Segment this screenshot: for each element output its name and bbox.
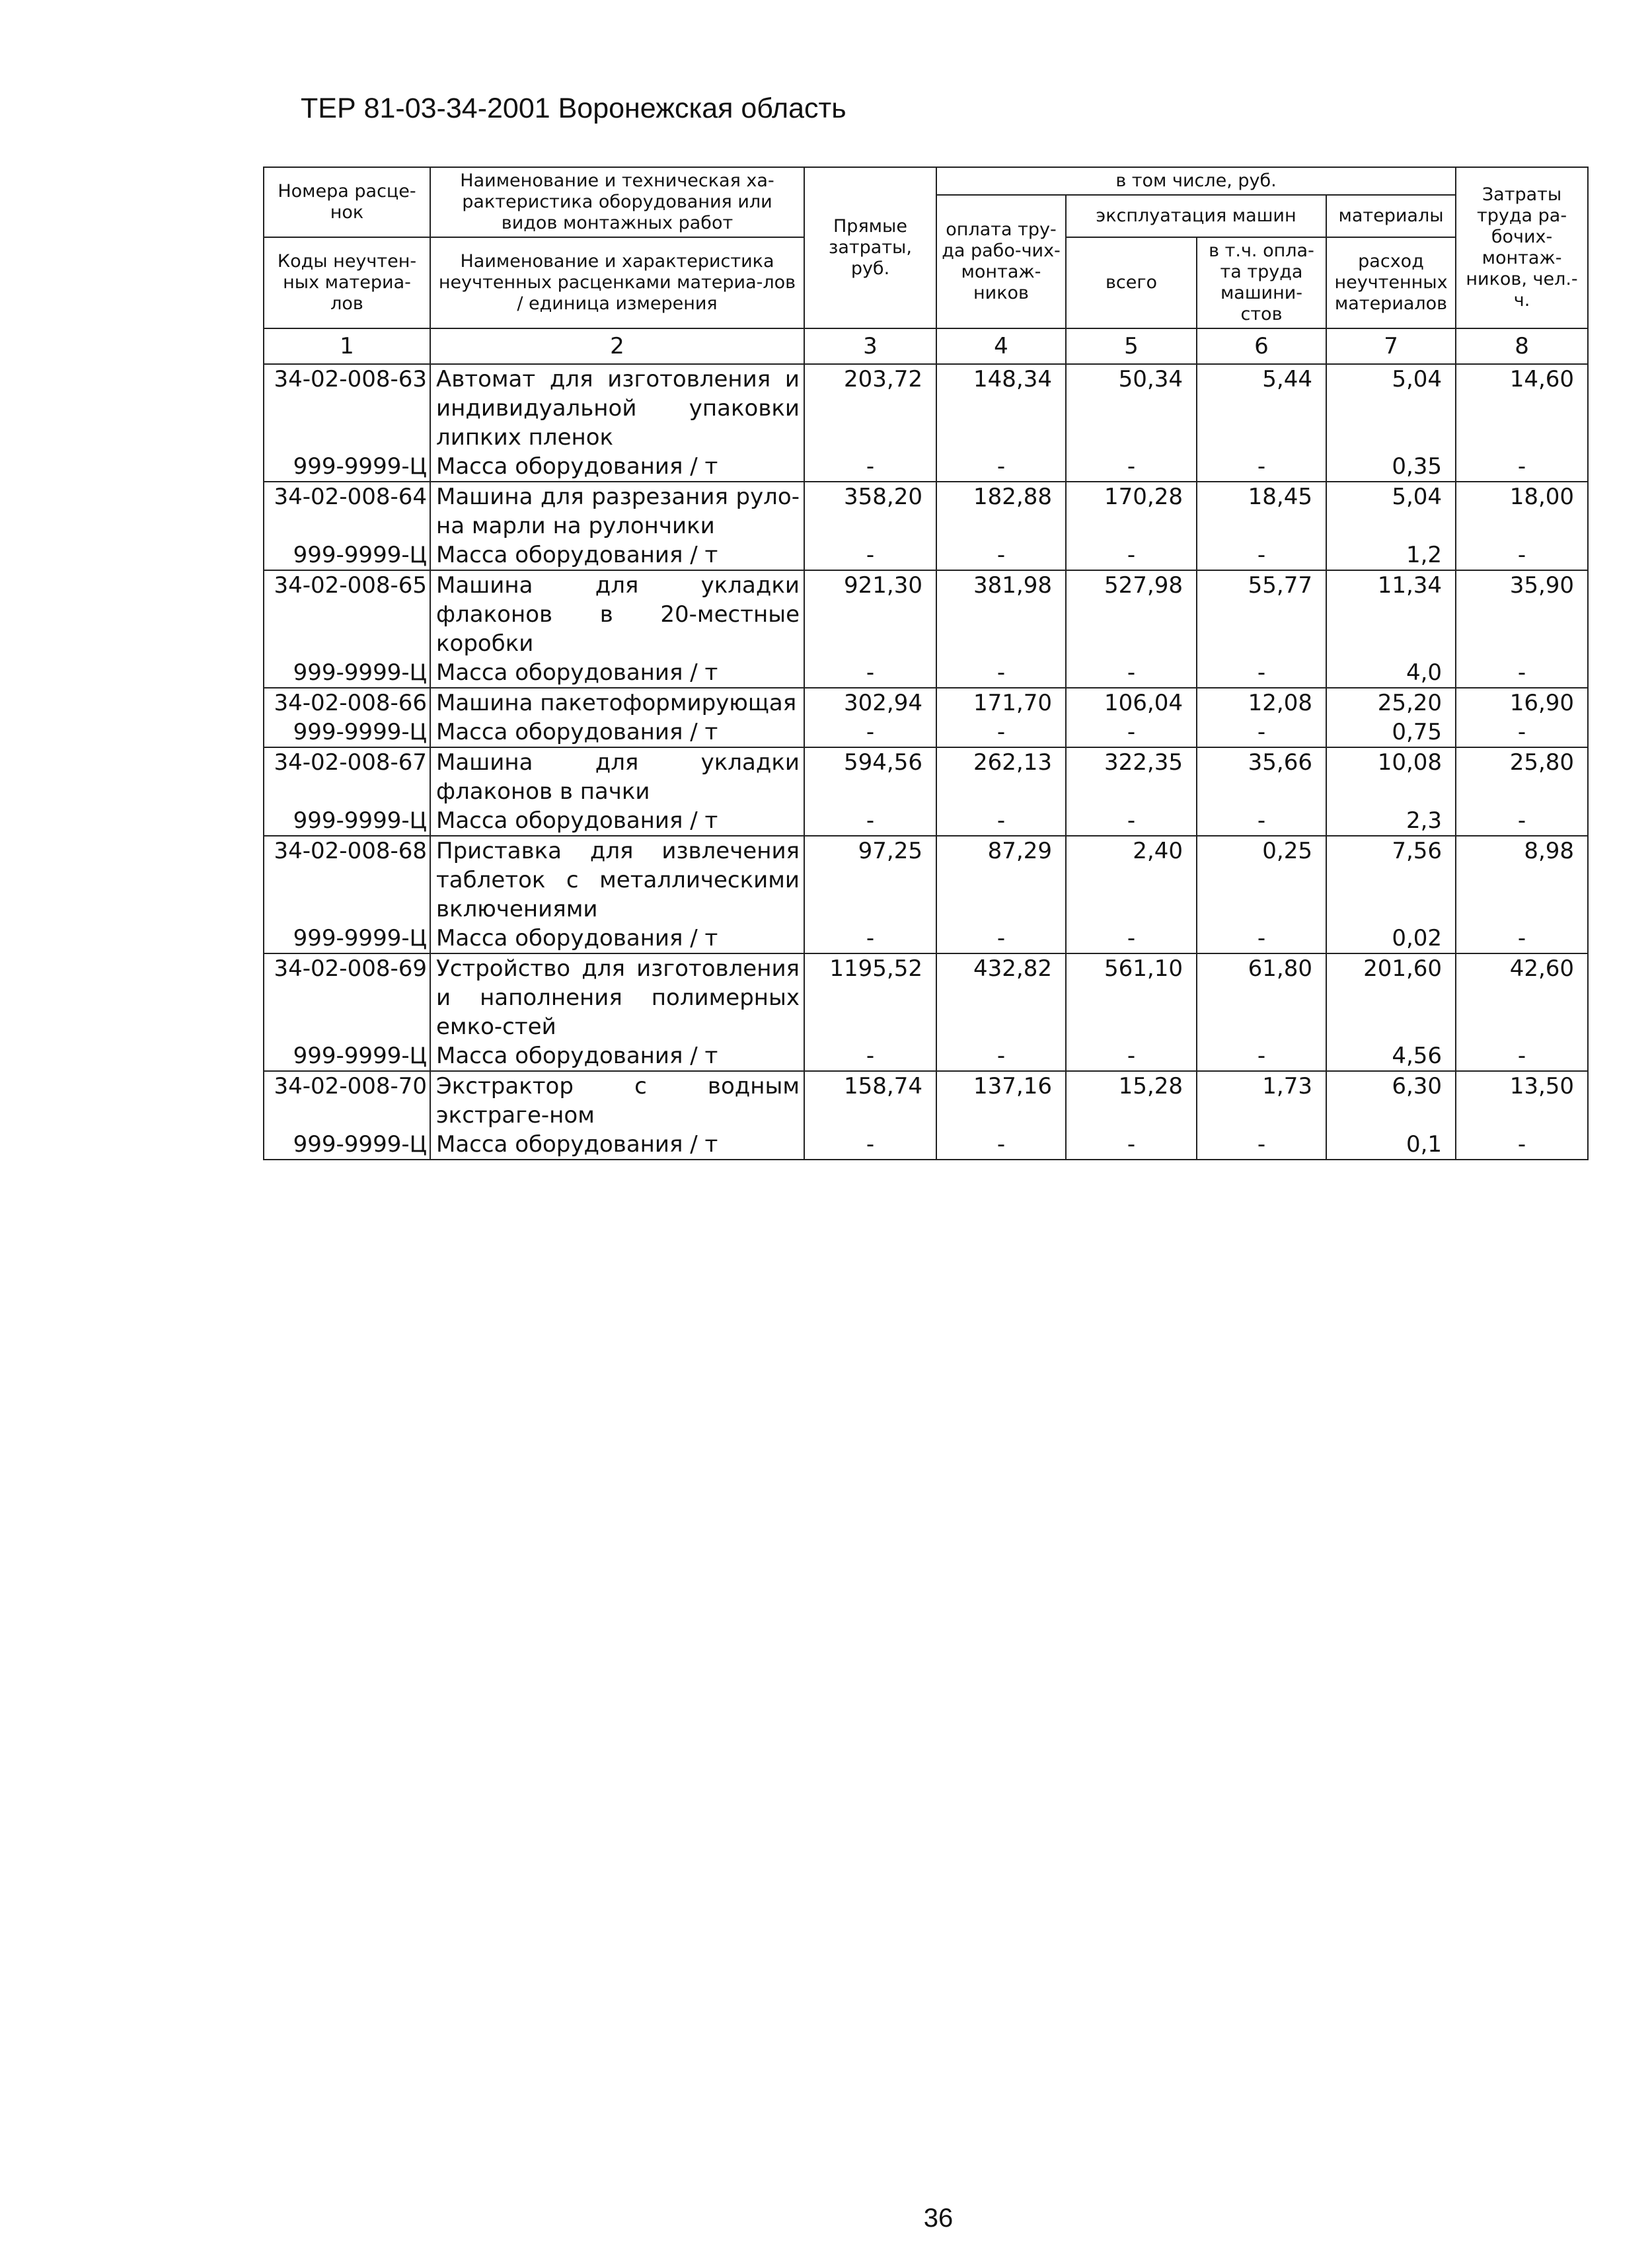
materials-cell: 0,75	[1326, 718, 1456, 747]
item-name-cell: Масса оборудования / т	[430, 924, 804, 953]
page-number: 36	[923, 2204, 954, 2233]
machine-labor-cell: 55,77	[1197, 570, 1326, 658]
rate-row	[264, 688, 1588, 718]
direct-costs-cell: -	[804, 806, 936, 836]
machine-total-cell: -	[1066, 658, 1197, 688]
machine-total-cell: -	[1066, 1130, 1197, 1160]
materials-cell: 6,30	[1326, 1071, 1456, 1130]
header-labor-pay: оплата тру-да рабо-чих-монтаж-ников	[936, 195, 1066, 328]
labor-hours-cell: -	[1456, 452, 1588, 482]
rate-row	[264, 482, 1588, 540]
machine-labor-cell: -	[1197, 452, 1326, 482]
material-row	[264, 452, 1588, 482]
table-header	[264, 167, 1588, 364]
labor-pay-cell: 182,88	[936, 482, 1066, 540]
machine-labor-cell: 5,44	[1197, 364, 1326, 452]
direct-costs-cell: 1195,52	[804, 953, 936, 1041]
machine-total-cell: -	[1066, 806, 1197, 836]
direct-costs-cell: 158,74	[804, 1071, 936, 1130]
rates-table	[263, 167, 1589, 1160]
machine-total-cell: -	[1066, 924, 1197, 953]
rate-code-cell: 999-9999-Ц	[264, 1130, 430, 1160]
material-row	[264, 924, 1588, 953]
header-material-name: Наименование и характеристика неучтенных расценками материа-лов / единица измерения	[430, 237, 804, 328]
machine-labor-cell: 35,66	[1197, 747, 1326, 806]
materials-cell: 10,08	[1326, 747, 1456, 806]
column-number: 3	[804, 328, 936, 364]
machine-labor-cell: -	[1197, 806, 1326, 836]
item-name-cell: Устройство для изготовления и наполнения полимерных емко-стей	[430, 953, 804, 1041]
machine-labor-cell: 18,45	[1197, 482, 1326, 540]
rate-code-cell: 34-02-008-70	[264, 1071, 430, 1130]
labor-hours-cell: -	[1456, 806, 1588, 836]
materials-cell: 0,02	[1326, 924, 1456, 953]
labor-hours-cell: -	[1456, 718, 1588, 747]
rate-code-cell: 999-9999-Ц	[264, 452, 430, 482]
direct-costs-cell: -	[804, 658, 936, 688]
machine-total-cell: 170,28	[1066, 482, 1197, 540]
labor-pay-cell: -	[936, 806, 1066, 836]
labor-hours-cell: 35,90	[1456, 570, 1588, 658]
direct-costs-cell: 358,20	[804, 482, 936, 540]
item-name-cell: Автомат для изготовления и индивидуальной упаковки липких пленок	[430, 364, 804, 452]
material-row	[264, 540, 1588, 570]
material-row	[264, 718, 1588, 747]
materials-cell: 5,04	[1326, 482, 1456, 540]
labor-hours-cell: 18,00	[1456, 482, 1588, 540]
labor-pay-cell: 148,34	[936, 364, 1066, 452]
rate-code-cell: 999-9999-Ц	[264, 718, 430, 747]
column-number: 8	[1456, 328, 1588, 364]
table-body	[264, 364, 1588, 1160]
rate-row	[264, 1071, 1588, 1130]
column-number: 1	[264, 328, 430, 364]
material-row	[264, 658, 1588, 688]
machine-labor-cell: -	[1197, 1041, 1326, 1071]
rate-code-cell: 34-02-008-66	[264, 688, 430, 718]
direct-costs-cell: -	[804, 1130, 936, 1160]
materials-cell: 0,1	[1326, 1130, 1456, 1160]
machine-total-cell: -	[1066, 1041, 1197, 1071]
rate-code-cell: 999-9999-Ц	[264, 806, 430, 836]
labor-hours-cell: 14,60	[1456, 364, 1588, 452]
item-name-cell: Масса оборудования / т	[430, 1041, 804, 1071]
machine-total-cell: -	[1066, 452, 1197, 482]
rate-row	[264, 364, 1588, 452]
rate-code-cell: 34-02-008-67	[264, 747, 430, 806]
machine-total-cell: 561,10	[1066, 953, 1197, 1041]
machine-total-cell: 322,35	[1066, 747, 1197, 806]
material-row	[264, 1130, 1588, 1160]
machine-labor-cell: 12,08	[1197, 688, 1326, 718]
machine-labor-cell: -	[1197, 718, 1326, 747]
item-name-cell: Машина для укладки флаконов в пачки	[430, 747, 804, 806]
item-name-cell: Приставка для извлечения таблеток с металлическими включениями	[430, 836, 804, 924]
header-materials: материалы	[1326, 195, 1456, 237]
rate-code-cell: 999-9999-Ц	[264, 1041, 430, 1071]
header-machine-labor: в т.ч. опла-та труда машини-стов	[1197, 237, 1326, 328]
labor-pay-cell: -	[936, 718, 1066, 747]
labor-hours-cell: 13,50	[1456, 1071, 1588, 1130]
machine-total-cell: 15,28	[1066, 1071, 1197, 1130]
rate-code-cell: 999-9999-Ц	[264, 924, 430, 953]
rate-code-cell: 999-9999-Ц	[264, 540, 430, 570]
materials-cell: 201,60	[1326, 953, 1456, 1041]
direct-costs-cell: 594,56	[804, 747, 936, 806]
column-number: 4	[936, 328, 1066, 364]
materials-cell: 4,56	[1326, 1041, 1456, 1071]
materials-cell: 0,35	[1326, 452, 1456, 482]
machine-labor-cell: 1,73	[1197, 1071, 1326, 1130]
direct-costs-cell: -	[804, 452, 936, 482]
header-labor-costs: Затраты труда ра-бочих-монтаж-ников, чел.-ч.	[1456, 167, 1588, 328]
item-name-cell: Масса оборудования / т	[430, 718, 804, 747]
column-number: 2	[430, 328, 804, 364]
labor-pay-cell: 137,16	[936, 1071, 1066, 1130]
header-material-codes: Коды неучтен-ных материа-лов	[264, 237, 430, 328]
machine-labor-cell: -	[1197, 658, 1326, 688]
direct-costs-cell: -	[804, 540, 936, 570]
header-rate-numbers: Номера расце-нок	[264, 167, 430, 237]
machine-total-cell: 2,40	[1066, 836, 1197, 924]
rate-row	[264, 570, 1588, 658]
materials-cell: 1,2	[1326, 540, 1456, 570]
item-name-cell: Масса оборудования / т	[430, 806, 804, 836]
item-name-cell: Масса оборудования / т	[430, 540, 804, 570]
machine-total-cell: -	[1066, 540, 1197, 570]
column-number: 5	[1066, 328, 1197, 364]
header-work-name: Наименование и техническая ха-рактеристика оборудования или видов монтажных работ	[430, 167, 804, 237]
material-row	[264, 806, 1588, 836]
rate-code-cell: 34-02-008-69	[264, 953, 430, 1041]
header-including: в том числе, руб.	[936, 167, 1456, 195]
machine-total-cell: -	[1066, 718, 1197, 747]
materials-cell: 5,04	[1326, 364, 1456, 452]
labor-pay-cell: 432,82	[936, 953, 1066, 1041]
labor-pay-cell: 262,13	[936, 747, 1066, 806]
materials-cell: 25,20	[1326, 688, 1456, 718]
rate-row	[264, 747, 1588, 806]
materials-cell: 7,56	[1326, 836, 1456, 924]
material-row	[264, 1041, 1588, 1071]
rate-code-cell: 34-02-008-64	[264, 482, 430, 540]
labor-hours-cell: -	[1456, 1130, 1588, 1160]
machine-labor-cell: -	[1197, 924, 1326, 953]
direct-costs-cell: 921,30	[804, 570, 936, 658]
labor-hours-cell: 42,60	[1456, 953, 1588, 1041]
header-unaccounted-materials: расход неучтенных материалов	[1326, 237, 1456, 328]
rate-code-cell: 34-02-008-63	[264, 364, 430, 452]
item-name-cell: Масса оборудования / т	[430, 452, 804, 482]
item-name-cell: Экстрактор с водным экстраге-ном	[430, 1071, 804, 1130]
rate-row	[264, 953, 1588, 1041]
header-direct-costs: Прямые затраты, руб.	[804, 167, 936, 328]
direct-costs-cell: 203,72	[804, 364, 936, 452]
machine-labor-cell: -	[1197, 540, 1326, 570]
column-numbers-row	[264, 328, 1588, 364]
labor-hours-cell: 8,98	[1456, 836, 1588, 924]
rate-code-cell: 999-9999-Ц	[264, 658, 430, 688]
labor-hours-cell: -	[1456, 1041, 1588, 1071]
item-name-cell: Машина пакетоформирующая	[430, 688, 804, 718]
materials-cell: 2,3	[1326, 806, 1456, 836]
direct-costs-cell: -	[804, 718, 936, 747]
machine-total-cell: 106,04	[1066, 688, 1197, 718]
machine-labor-cell: -	[1197, 1130, 1326, 1160]
labor-pay-cell: -	[936, 658, 1066, 688]
item-name-cell: Машина для разрезания руло-на марли на рулончики	[430, 482, 804, 540]
item-name-cell: Масса оборудования / т	[430, 658, 804, 688]
labor-pay-cell: -	[936, 540, 1066, 570]
item-name-cell: Масса оборудования / т	[430, 1130, 804, 1160]
labor-pay-cell: -	[936, 452, 1066, 482]
labor-pay-cell: -	[936, 924, 1066, 953]
document-title: ТЕР 81-03-34-2001 Воронежская область	[301, 93, 846, 124]
labor-pay-cell: -	[936, 1041, 1066, 1071]
header-machine-operation: эксплуатация машин	[1066, 195, 1326, 237]
labor-hours-cell: -	[1456, 540, 1588, 570]
direct-costs-cell: -	[804, 1041, 936, 1071]
labor-pay-cell: 171,70	[936, 688, 1066, 718]
column-number: 6	[1197, 328, 1326, 364]
machine-total-cell: 50,34	[1066, 364, 1197, 452]
rate-code-cell: 34-02-008-68	[264, 836, 430, 924]
materials-cell: 11,34	[1326, 570, 1456, 658]
direct-costs-cell: 302,94	[804, 688, 936, 718]
rate-code-cell: 34-02-008-65	[264, 570, 430, 658]
direct-costs-cell: 97,25	[804, 836, 936, 924]
rate-row	[264, 836, 1588, 924]
labor-pay-cell: 381,98	[936, 570, 1066, 658]
labor-hours-cell: -	[1456, 924, 1588, 953]
direct-costs-cell: -	[804, 924, 936, 953]
item-name-cell: Машина для укладки флаконов в 20-местные коробки	[430, 570, 804, 658]
machine-total-cell: 527,98	[1066, 570, 1197, 658]
labor-hours-cell: 25,80	[1456, 747, 1588, 806]
labor-hours-cell: 16,90	[1456, 688, 1588, 718]
machine-labor-cell: 0,25	[1197, 836, 1326, 924]
header-machine-total: всего	[1066, 237, 1197, 328]
materials-cell: 4,0	[1326, 658, 1456, 688]
machine-labor-cell: 61,80	[1197, 953, 1326, 1041]
labor-hours-cell: -	[1456, 658, 1588, 688]
labor-pay-cell: -	[936, 1130, 1066, 1160]
column-number: 7	[1326, 328, 1456, 364]
labor-pay-cell: 87,29	[936, 836, 1066, 924]
